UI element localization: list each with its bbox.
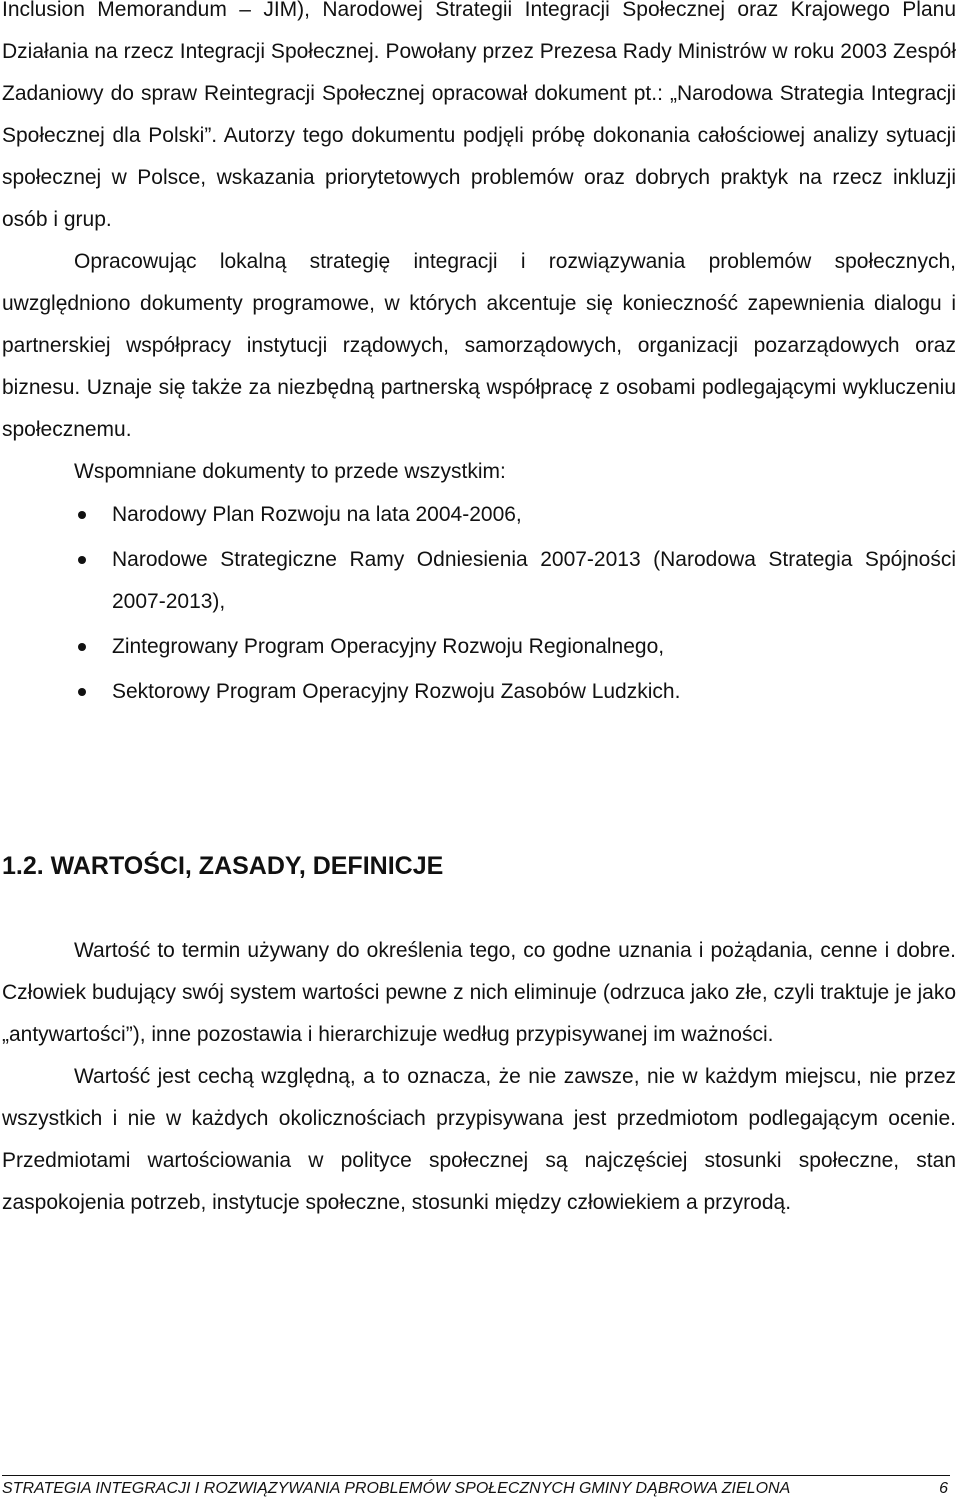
paragraph-documents-intro: Wspomniane dokumenty to przede wszystkim:	[74, 460, 506, 483]
list-item-text: Narodowe Strategiczne Ramy Odniesienia 2007-2013 (Narodowa Strategia Spójności 2007-2013),	[112, 548, 956, 613]
list-item	[2, 539, 956, 623]
list-item	[2, 494, 956, 536]
paragraph-local-strategy: Opracowując lokalną strategię integracji i rozwiązywania problemów społecznych, uwzględniono dokumenty programowe, w których akcentuje się konieczność zapewnienia dialogu i partnerskiej współpracy instytucji rządowych, samorządowych, organizacji pozarządowych oraz biznesu. Uznaje się także za niezbędną partnerską współpracę z osobami podlegającymi wykluczeniu społecznemu.	[2, 250, 956, 441]
footer-title: STRATEGIA INTEGRACJI I ROZWIĄZYWANIA PROBLEMÓW SPOŁECZNYCH GMINY DĄBROWA ZIELONA	[2, 1480, 791, 1497]
bullet-dot-icon	[78, 511, 86, 519]
list-item	[2, 626, 956, 668]
paragraph-value-relative: Wartość jest cechą względną, a to oznacza, że nie zawsze, nie w każdym miejscu, nie przez wszystkich i nie w każdych okolicznościach przypisywana jest przedmiotom podlegającym ocenie. Przedmiotami wartościowania w polityce społecznej są najczęściej stosunki społeczne, stan zaspokojenia potrzeb, instytucje społeczne, stosunki między człowiekiem a przyrodą.	[2, 1065, 956, 1214]
page-number: 6	[939, 1480, 948, 1497]
bullet-dot-icon	[78, 556, 86, 564]
bullet-dot-icon	[78, 643, 86, 651]
list-item-text: Sektorowy Program Operacyjny Rozwoju Zasobów Ludzkich.	[112, 680, 681, 703]
list-item	[2, 671, 956, 713]
bullet-dot-icon	[78, 688, 86, 696]
list-item-text: Narodowy Plan Rozwoju na lata 2004-2006,	[112, 503, 522, 526]
document-page	[2, 0, 956, 1224]
documents-list	[2, 494, 956, 713]
paragraph-value-definition: Wartość to termin używany do określenia tego, co godne uznania i pożądania, cenne i dobre. Człowiek budujący swój system wartości pewne z nich eliminuje (odrzuca jako złe, czyli traktuje je jako „antywartości”), inne pozostawia i hierarchizuje według przypisywanej im ważności.	[2, 939, 956, 1046]
section-heading: 1.2. WARTOŚCI, ZASADY, DEFINICJE	[2, 852, 444, 880]
paragraph-strategy-intro: Inclusion Memorandum – JIM), Narodowej Strategii Integracji Społecznej oraz Krajowego Planu Działania na rzecz Integracji Społecznej. Powołany przez Prezesa Rady Ministrów w roku 2003 Zespół Zadaniowy do spraw Reintegracji Społecznej opracował dokument pt.: „Narodowa Strategia Integracji Społecznej dla Polski”. Autorzy tego dokumentu podjęli próbę dokonania całościowej analizy sytuacji społecznej w Polsce, wskazania priorytetowych problemów oraz dobrych praktyk na rzecz inkluzji osób i grup.	[2, 0, 956, 231]
list-item-text: Zintegrowany Program Operacyjny Rozwoju Regionalnego,	[112, 635, 665, 658]
page-footer	[2, 1475, 950, 1499]
